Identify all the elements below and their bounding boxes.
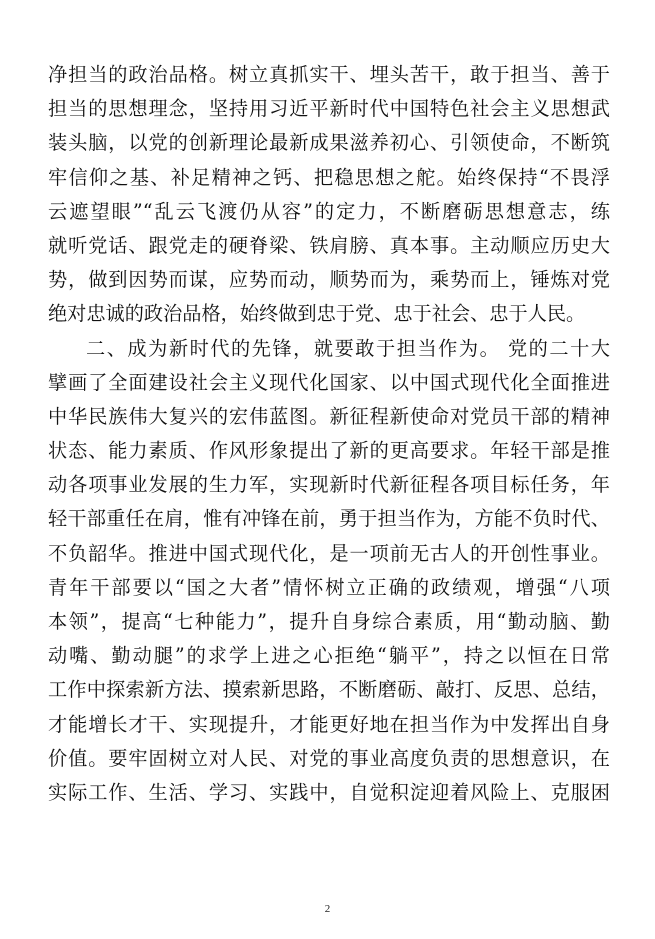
- section-heading-line: 二、成为新时代的先锋，就要敢于担当作为。 党的二十大: [86, 336, 610, 360]
- text-line: 装头脑，以党的创新理论最新成果滋养初心、引领使命，不断筑: [48, 131, 610, 155]
- text-line: 青年干部要以“国之大者”情怀树立正确的政绩观，增强“八项: [48, 575, 610, 599]
- text-line: 净担当的政治品格。树立真抓实干、埋头苦干，敢于担当、善于: [48, 63, 610, 86]
- text-line: 轻干部重任在肩，惟有冲锋在前，勇于担当作为，方能不负时代、: [48, 507, 610, 531]
- text-line: 云遮望眼”“乱云飞渡仍从容”的定力，不断磨砺思想意志，练: [48, 199, 610, 223]
- text-line: 中华民族伟大复兴的宏伟蓝图。新征程新使命对党员干部的精神: [48, 404, 610, 428]
- text-line: 动各项事业发展的生力军，实现新时代新征程各项目标任务，年: [48, 473, 610, 497]
- text-line: 工作中探索新方法、摸索新思路，不断磨砺、敲打、反思、总结，: [48, 678, 610, 702]
- text-line: 不负韶华。推进中国式现代化，是一项前无古人的开创性事业。: [48, 541, 610, 565]
- text-line: 就听党话、跟党走的硬脊梁、铁肩膀、真本事。主动顺应历史大: [48, 233, 610, 257]
- text-line: 擘画了全面建设社会主义现代化国家、以中国式现代化全面推进: [48, 370, 610, 394]
- text-line: 状态、能力素质、作风形象提出了新的更高要求。年轻干部是推: [48, 439, 610, 463]
- text-line: 价值。要牢固树立对人民、对党的事业高度负责的思想意识，在: [48, 746, 610, 770]
- text-line: 牢信仰之基、补足精神之钙、把稳思想之舵。始终保持“不畏浮: [48, 165, 610, 189]
- page-number: 2: [324, 903, 331, 915]
- text-line: 担当的思想理念，坚持用习近平新时代中国特色社会主义思想武: [48, 97, 610, 121]
- text-line: 绝对忠诚的政治品格，始终做到忠于党、忠于社会、忠于人民。: [48, 302, 586, 326]
- text-line: 势，做到因势而谋，应势而动，顺势而为，乘势而上，锤炼对党: [48, 268, 610, 292]
- text-line: 才能增长才干、实现提升，才能更好地在担当作为中发挥出自身: [48, 712, 610, 736]
- text-line: 本领”，提高“七种能力”，提升自身综合素质，用“勤动脑、勤: [48, 610, 610, 633]
- body-text: [48, 58, 610, 810]
- text-line: 动嘴、勤动腿”的求学上进之心拒绝“躺平”，持之以恒在日常: [48, 644, 610, 668]
- text-line: 实际工作、生活、学习、实践中，自觉积淀迎着风险上、克服困: [48, 780, 610, 804]
